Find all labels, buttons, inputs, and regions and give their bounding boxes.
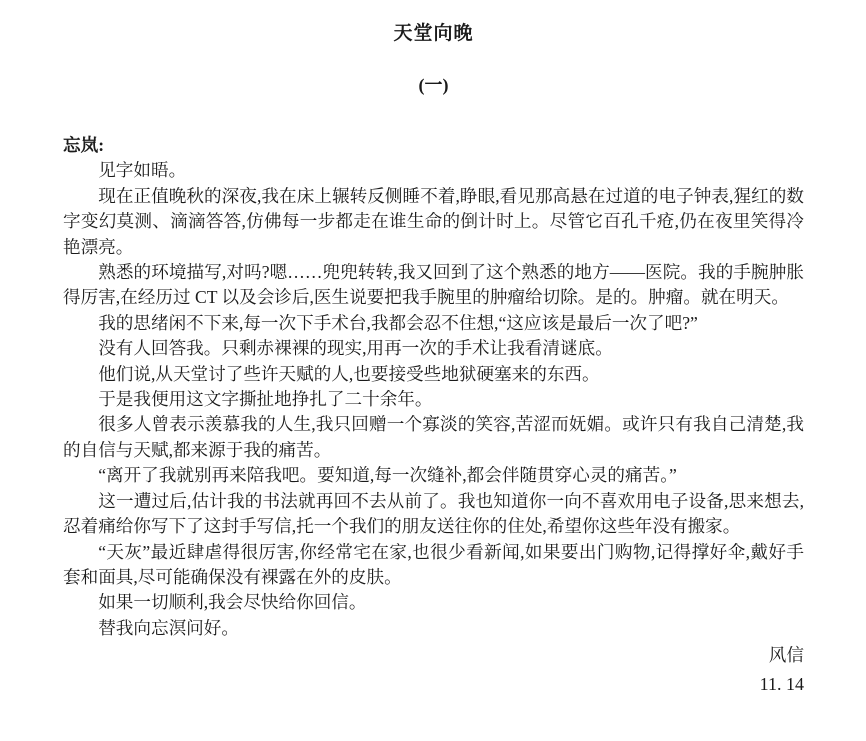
letter-paragraph: “天灰”最近肆虐得很厉害,你经常宅在家,也很少看新闻,如果要出门购物,记得撑好伞,戴好手套和面具,尽可能确保没有裸露在外的皮肤。 — [63, 541, 804, 587]
page-title: 天堂向晚 — [393, 23, 474, 44]
signature: 风信 — [768, 645, 804, 666]
letter-paragraph: 如果一切顺利,我会尽快给你回信。 — [98, 592, 367, 613]
letter-paragraph: 见字如晤。 — [98, 160, 187, 181]
letter-paragraph: 他们说,从天堂讨了些许天赋的人,也要接受些地狱硬塞来的东西。 — [98, 363, 600, 384]
letter-body — [63, 133, 804, 697]
salutation: 忘岚: — [63, 135, 105, 155]
letter-paragraph: 这一遭过后,估计我的书法就再回不去从前了。我也知道你一向不喜欢用电子设备,思来想去,忍着痛给你写下了这封手写信,托一个我们的朋友送往你的住处,希望你这些年没有搬家。 — [63, 490, 804, 537]
letter-paragraph: 没有人回答我。只剩赤裸裸的现实,用再一次的手术让我看清谜底。 — [98, 338, 613, 359]
letter-paragraph: 现在正值晚秋的深夜,我在床上辗转反侧睡不着,睁眼,看见那高悬在过道的电子钟表,猩红的数字变幻莫测、滴滴答答,仿佛每一步都走在谁生命的倒计时上。尽管它百孔千疮,仍在夜里笑得冷艳漂亮。 — [63, 185, 804, 257]
letter-paragraph: 熟悉的环境描写,对吗?嗯……兜兜转转,我又回到了这个熟悉的地方——医院。我的手腕肿胀得厉害,在经历过 CT 以及会诊后,医生说要把我手腕里的肿瘤给切除。是的。肿瘤。就在明天。 — [63, 262, 804, 308]
section-heading: (一) — [418, 75, 449, 95]
date: 11. 14 — [759, 673, 804, 694]
letter-paragraph: 很多人曾表示羡慕我的人生,我只回赠一个寡淡的笑容,苦涩而妩媚。或许只有我自己清楚,我的自信与天赋,都来源于我的痛苦。 — [63, 414, 804, 460]
letter-paragraph: 我的思绪闲不下来,每一次下手术台,我都会忍不住想,“这应该是最后一次了吧?” — [98, 312, 698, 333]
letter-paragraph: “离开了我就别再来陪我吧。要知道,每一次缝补,都会伴随贯穿心灵的痛苦。” — [98, 465, 677, 486]
letter-paragraph: 于是我便用这文字撕扯地挣扎了二十余年。 — [98, 389, 433, 410]
letter-paragraph: 替我向忘溟问好。 — [98, 617, 239, 638]
